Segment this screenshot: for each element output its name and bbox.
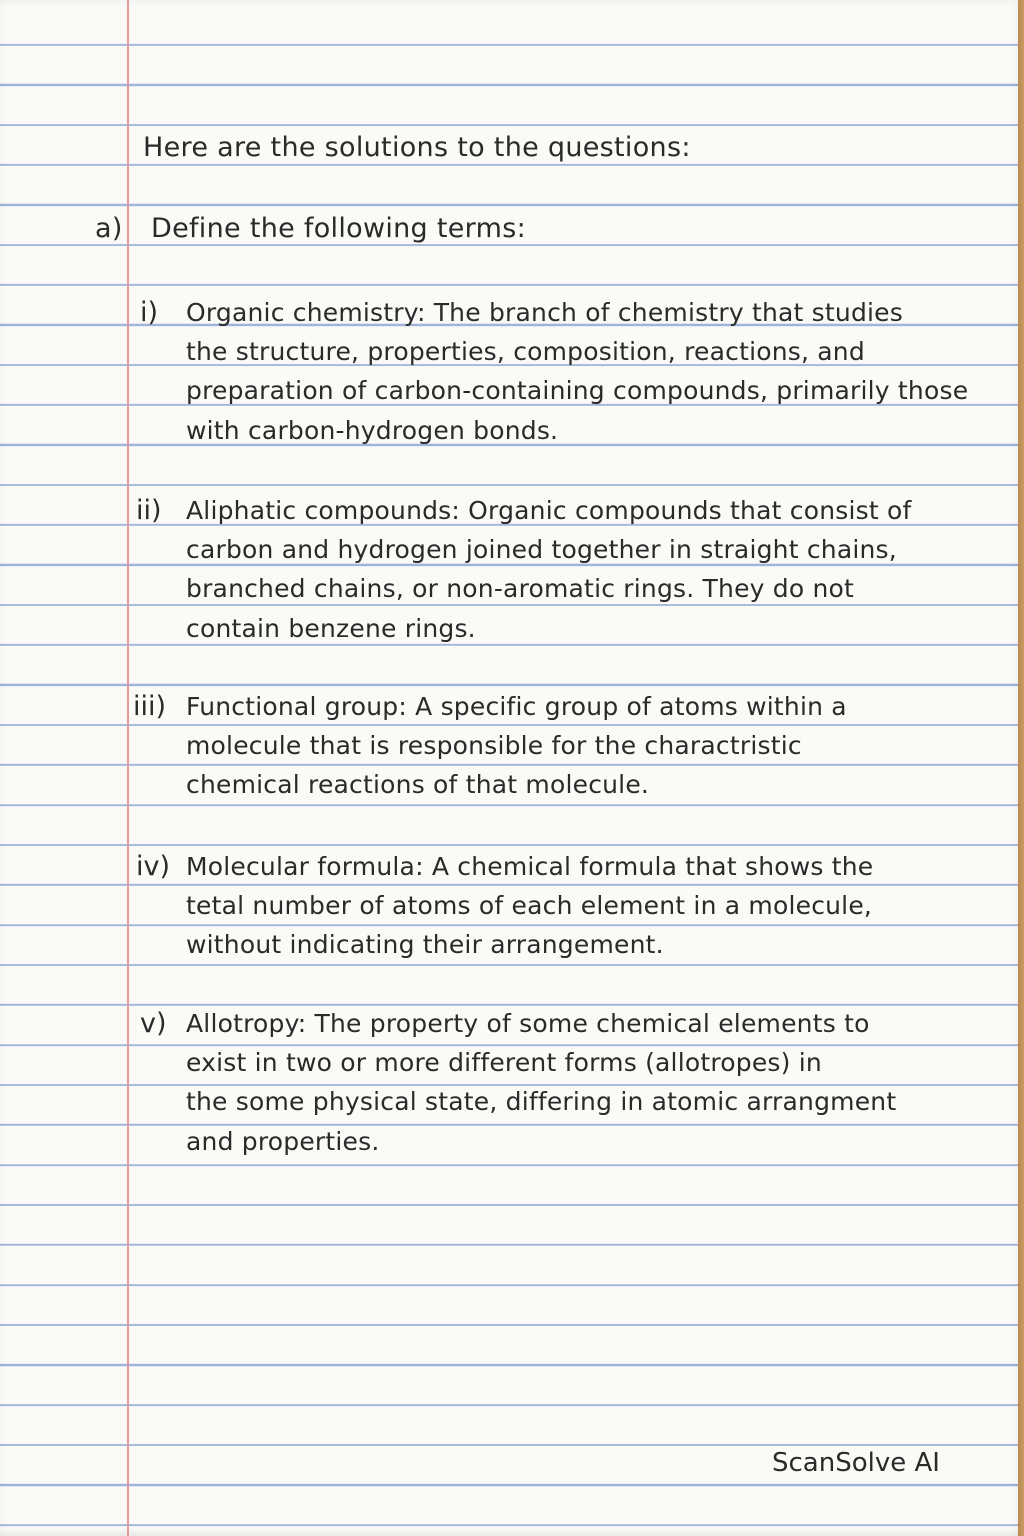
definition-line: the some physical state, differing in atomic arrangment <box>186 1087 897 1117</box>
definition-line: Functional group: A specific group of atoms within a <box>186 692 847 721</box>
watermark-signature: ScanSolve AI <box>772 1448 940 1478</box>
definition-line: Organic chemistry: The branch of chemistry that studies <box>186 298 903 327</box>
item-number: ii) <box>136 495 162 526</box>
definition-item <box>186 491 912 648</box>
margin-line <box>127 0 129 1536</box>
definition-line: chemical reactions of that molecule. <box>186 770 650 800</box>
definition-item <box>186 1004 896 1161</box>
definition-line: and properties. <box>186 1126 380 1156</box>
definition-line: Aliphatic compounds: Organic compounds that consist of <box>186 496 912 525</box>
definition-item <box>186 687 847 805</box>
definition-line: preparation of carbon-containing compounds, primarily those <box>186 376 969 406</box>
item-number: i) <box>140 297 159 328</box>
definition-line: branched chains, or non-aromatic rings. They do not <box>186 574 855 604</box>
definition-item <box>186 847 873 965</box>
item-number: v) <box>140 1008 167 1039</box>
definition-line: contain benzene rings. <box>186 613 476 643</box>
intro-line: Here are the solutions to the questions: <box>143 132 691 163</box>
definition-line: the structure, properties, composition, reactions, and <box>186 337 865 367</box>
definition-line: tetal number of atoms of each element in a molecule, <box>186 891 873 921</box>
definition-line: exist in two or more different forms (allotropes) in <box>186 1048 822 1078</box>
definition-line: Allotropy: The property of some chemical elements to <box>186 1009 870 1038</box>
definition-item <box>186 293 968 450</box>
section-marker: a) <box>95 213 123 244</box>
definition-line: carbon and hydrogen joined together in straight chains, <box>186 535 897 565</box>
section-title: Define the following terms: <box>151 213 526 244</box>
desk-edge <box>1018 0 1024 1536</box>
definition-line: with carbon-hydrogen bonds. <box>186 415 559 445</box>
item-number: iv) <box>136 851 171 882</box>
definition-line: without indicating their arrangement. <box>186 930 664 960</box>
definition-line: Molecular formula: A chemical formula that shows the <box>186 852 874 881</box>
definition-line: molecule that is responsible for the charactristic <box>186 731 802 761</box>
item-number: iii) <box>133 691 167 722</box>
